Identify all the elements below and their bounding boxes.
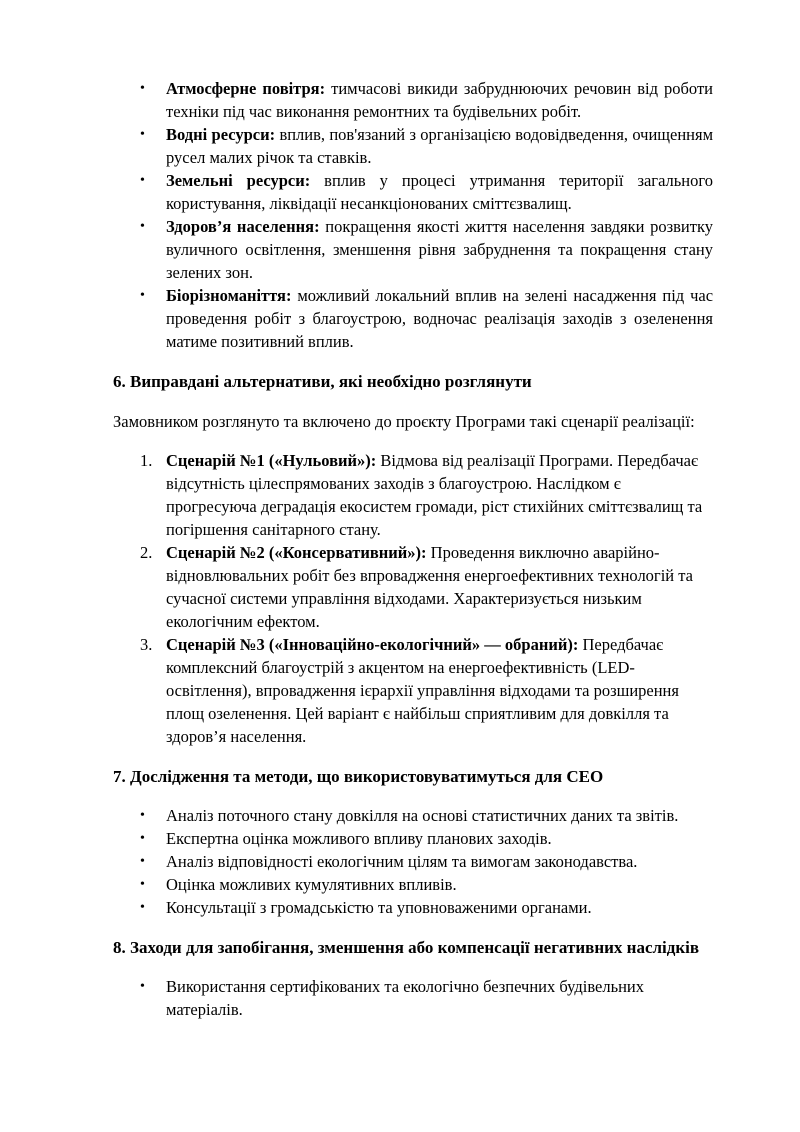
list-item: [113, 827, 713, 850]
bullet-icon: •: [140, 979, 145, 994]
scenario-entry: [166, 543, 693, 631]
measures-bullet-list: [113, 975, 713, 1021]
impact-term: Здоров’я населення:: [166, 217, 320, 236]
impact-text: тимчасові викиди забруднюючих речовин від роботи техніки під час виконання ремонтних та будівельних робіт.: [166, 79, 713, 121]
impact-entry: [166, 171, 713, 213]
scenario-title: Сценарій №2 («Консервативний»):: [166, 543, 427, 562]
impact-text: можливий локальний вплив на зелені насадження під час проведення робіт з благоустрою, водночас реалізація заходів з озеленення матиме позитивний вплив.: [166, 286, 714, 351]
scenario-entry: [166, 635, 679, 746]
method-text: Оцінка можливих кумулятивних впливів.: [166, 875, 457, 894]
impact-term: Водні ресурси:: [166, 125, 276, 144]
scenario-text: Передбачає комплексний благоустрій з акцентом на енергоефективність (LED-освітлення), впровадження ієрархії управління відходами та розширення площ озеленення. Цей варіант є найбільш сприятливим для довкілля та здоров’я населення.: [166, 635, 679, 746]
bullet-icon: •: [140, 288, 145, 303]
list-item: [113, 633, 713, 748]
impact-term: Атмосферне повітря:: [166, 79, 326, 98]
section-6-intro-paragraph: Замовником розглянуто та включено до проєкту Програми такі сценарії реалізації:: [113, 412, 695, 431]
list-item: [113, 284, 713, 353]
bullet-icon: •: [140, 127, 145, 142]
list-item: [113, 873, 713, 896]
section-6-heading: 6. Виправдані альтернативи, які необхідно розглянути: [113, 372, 532, 391]
list-item: [113, 804, 713, 827]
bullet-icon: •: [140, 854, 145, 869]
bullet-icon: •: [140, 81, 145, 96]
impact-text: вплив, пов'язаний з організацією водовідведення, очищенням русел малих річок та ставків.: [166, 125, 714, 167]
bullet-icon: •: [140, 877, 145, 892]
scenario-text: Проведення виключно аварійно-відновлювальних робіт без впровадження енергоефективних технологій та сучасної системи управління відходами. Характеризується низьким екологічним ефектом.: [166, 543, 693, 631]
impact-entry: [166, 125, 713, 167]
list-item: [113, 541, 713, 633]
method-text: Аналіз відповідності екологічним цілям та вимогам законодавства.: [166, 852, 638, 871]
bullet-icon: •: [140, 219, 145, 234]
impact-term: Біорізноманіття:: [166, 286, 292, 305]
list-item: [113, 123, 713, 169]
list-item: [113, 215, 713, 284]
section-7-heading: 7. Дослідження та методи, що використовуватимуться для СЕО: [113, 767, 604, 786]
scenario-title: Сценарій №1 («Нульовий»):: [166, 451, 377, 470]
method-text: Аналіз поточного стану довкілля на основі статистичних даних та звітів.: [166, 806, 679, 825]
list-number: 3.: [140, 635, 153, 654]
list-item: [113, 449, 713, 541]
bullet-icon: •: [140, 900, 145, 915]
list-item: [113, 850, 713, 873]
impact-bullet-list: [113, 77, 713, 353]
list-item: [113, 77, 713, 123]
scenario-title: Сценарій №3 («Інноваційно-екологічний» — обраний):: [166, 635, 579, 654]
list-number: 2.: [140, 543, 153, 562]
measure-text: Використання сертифікованих та екологічно безпечних будівельних матеріалів.: [166, 977, 645, 1019]
scenario-entry: [166, 451, 702, 539]
section-8-heading: 8. Заходи для запобігання, зменшення або компенсації негативних наслідків: [113, 938, 700, 957]
list-number: 1.: [140, 451, 153, 470]
bullet-icon: •: [140, 808, 145, 823]
bullet-icon: •: [140, 173, 145, 188]
impact-entry: [166, 286, 713, 351]
impact-text: вплив у процесі утримання території загального користування, ліквідації несанкціонованих сміттєзвалищ.: [166, 171, 713, 213]
list-item: [113, 896, 713, 919]
scenario-numbered-list: [113, 449, 713, 748]
scenario-text: Відмова від реалізації Програми. Передбачає відсутність цілеспрямованих заходів з благоустрою. Наслідком є прогресуюча деградація екосистем громади, ріст стихійних сміттєзвалищ та погіршення санітарного стану.: [166, 451, 703, 539]
method-text: Консультації з громадськістю та уповноваженими органами.: [166, 898, 592, 917]
bullet-icon: •: [140, 831, 145, 846]
impact-text: покращення якості життя населення завдяки розвитку вуличного освітлення, зменшення рівня забруднення та покращення стану зелених зон.: [166, 217, 713, 282]
impact-entry: [166, 217, 713, 282]
impact-term: Земельні ресурси:: [166, 171, 311, 190]
method-text: Експертна оцінка можливого впливу планових заходів.: [166, 829, 552, 848]
methods-bullet-list: [113, 804, 713, 919]
impact-entry: [166, 79, 713, 121]
list-item: [113, 975, 713, 1021]
list-item: [113, 169, 713, 215]
